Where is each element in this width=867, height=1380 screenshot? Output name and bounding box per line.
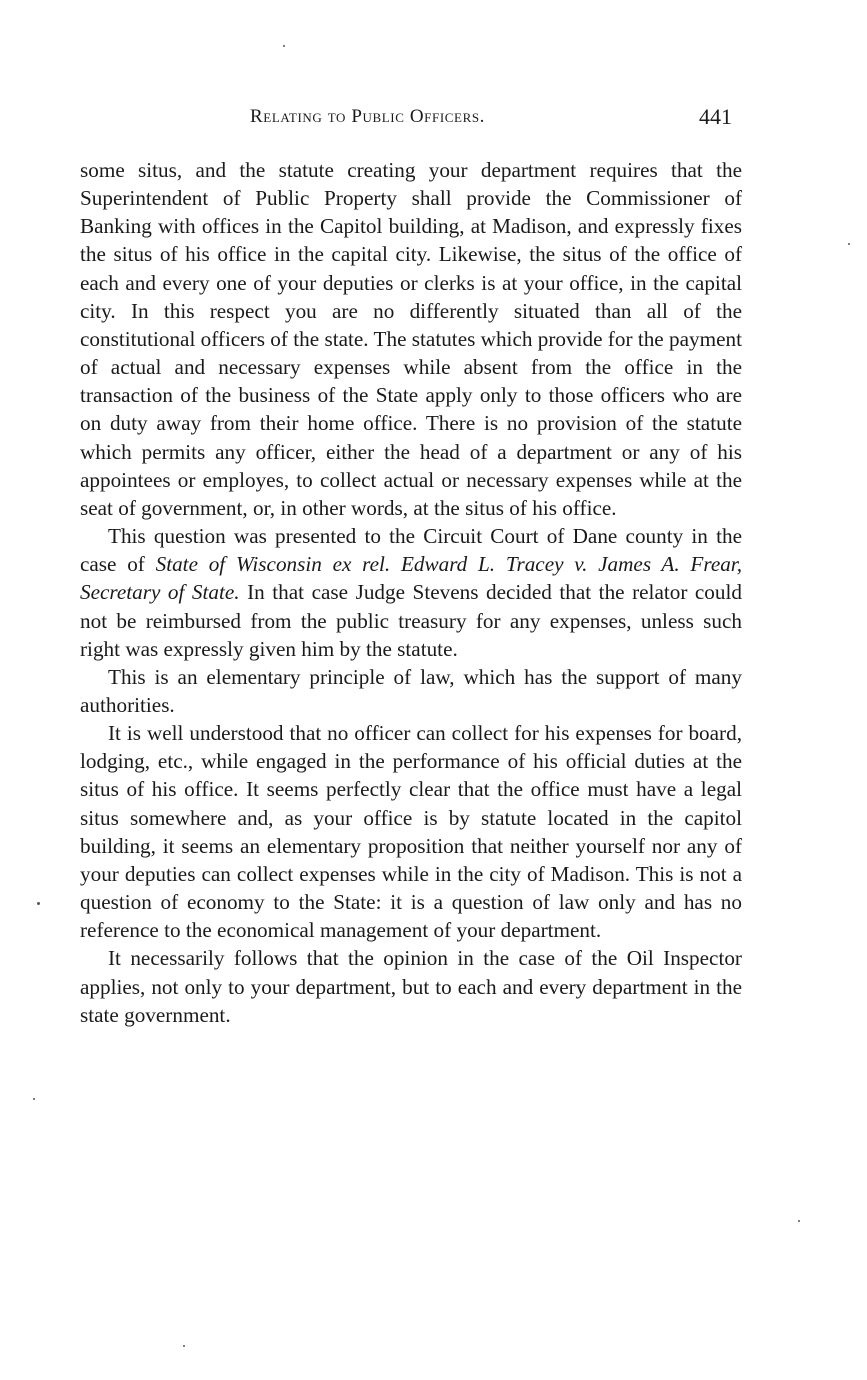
print-speck [33, 1098, 35, 1100]
body-text [80, 156, 742, 1029]
running-title: Relating to Public Officers. [250, 106, 486, 127]
paragraph-2-text-start: This question was presented to the Circuit Court of Dane county in the case of [80, 524, 742, 577]
print-speck [37, 902, 40, 905]
print-speck [183, 1345, 185, 1347]
paragraph-5: It necessarily follows that the opinion in the case of the Oil Inspector applies, not only to your department, but to each and every department in the state government. [80, 946, 742, 1027]
paragraph-4: It is well understood that no officer can collect for his expenses for board, lodging, etc., while engaged in the performance of his official duties at the situs of his office. It seems perfectly clear that the office must have a legal situs somewhere and, as your office is by statute located in the capitol building, it seems an elementary proposition that neither yourself nor any of your deputies can collect expenses while in the city of Madison. This is not a question of economy to the State: it is a question of law only and has no reference to the economical management of your department. [80, 721, 742, 943]
print-speck [283, 45, 285, 47]
print-speck [848, 243, 850, 245]
case-citation: State of Wisconsin ex rel. Edward L. Tracey v. James A. Frear, Secretary of State. [80, 552, 743, 605]
paragraph-1: some situs, and the statute creating your department requires that the Superintendent of Public Property shall provide the Commissioner of Banking with offices in the Capitol building, at Madison, and expressly fixes the situs of his office in the capital city. Likewise, the situs of the office of each and every one of your deputies or clerks is at your office, in the capital city. In this respect you are no differently situated than all of the constitutional officers of the state. The statutes which provide for the payment of actual and necessary expenses while absent from the office in the transaction of the business of the State apply only to those officers who are on duty away from their home office. There is no provision of the statute which permits any officer, either the head of a department or any of his appointees or employes, to collect actual or necessary expenses while at the seat of government, or, in other words, at the situs of his office. [80, 158, 742, 520]
paragraph-2-text-end: In that case Judge Stevens decided that the relator could not be reimbursed from the public treasury for any expenses, unless such right was expressly given him by the statute. [80, 580, 742, 661]
page-number: 441 [699, 104, 732, 129]
paragraph-3: This is an elementary principle of law, which has the support of many authorities. [80, 664, 742, 717]
paragraph-2 [80, 522, 742, 663]
print-speck [798, 1220, 800, 1222]
page-header [80, 104, 742, 134]
